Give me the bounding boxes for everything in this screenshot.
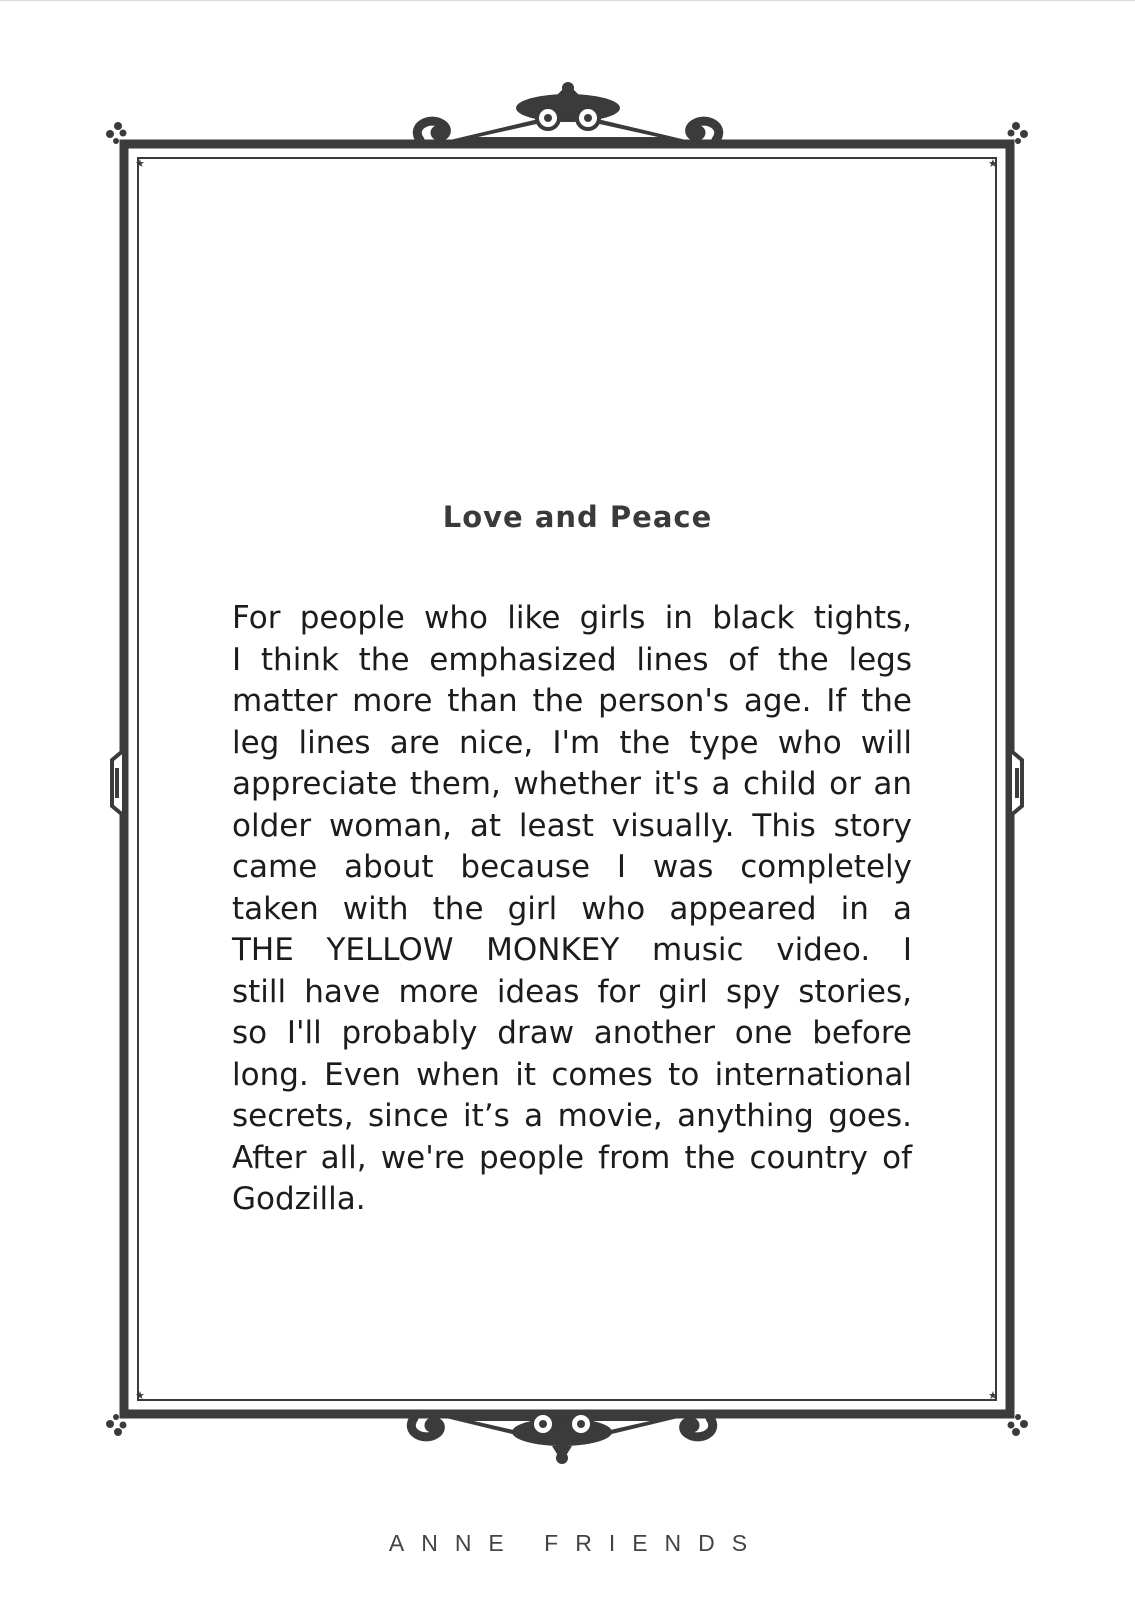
svg-text:★: ★: [135, 157, 145, 170]
body-line: older woman, at least visually. This story: [232, 807, 912, 844]
body-line: For people who like girls in black tights,: [232, 600, 912, 636]
body-line: taken with the girl who appeared in a: [232, 890, 912, 927]
body-line: matter more than the person's age. If the: [232, 683, 912, 719]
bottom-scroll-ornament-icon: [411, 1413, 712, 1464]
svg-text:★: ★: [988, 157, 998, 170]
body-line: THE YELLOW MONKEY music video. I: [232, 932, 912, 968]
body-line: secrets, since it’s a movie, anything goes.: [232, 1098, 912, 1134]
body-line: Godzilla.: [232, 1181, 366, 1217]
svg-text:★: ★: [988, 1389, 998, 1402]
body-line: so I'll probably draw another one before: [232, 1015, 912, 1051]
side-tab-icon: [1010, 750, 1022, 816]
body-line: still have more ideas for girl spy stories,: [232, 973, 912, 1010]
top-scroll-ornament-icon: [417, 82, 718, 140]
footer-series-title: ANNE FRIENDS: [388, 1530, 765, 1556]
body-line: leg lines are nice, I'm the type who will: [232, 724, 912, 761]
body-line: appreciate them, whether it's a child or an: [232, 766, 912, 802]
body-line: I think the emphasized lines of the legs: [232, 641, 912, 678]
svg-text:★: ★: [135, 1389, 145, 1402]
side-tab-icon: [112, 750, 124, 816]
body-line: came about because I was completely: [232, 849, 912, 885]
page-title: Love and Peace: [442, 500, 713, 534]
body-text: [232, 598, 912, 1221]
body-line: long. Even when it comes to international: [232, 1056, 912, 1093]
body-line: After all, we're people from the country of: [232, 1139, 912, 1176]
